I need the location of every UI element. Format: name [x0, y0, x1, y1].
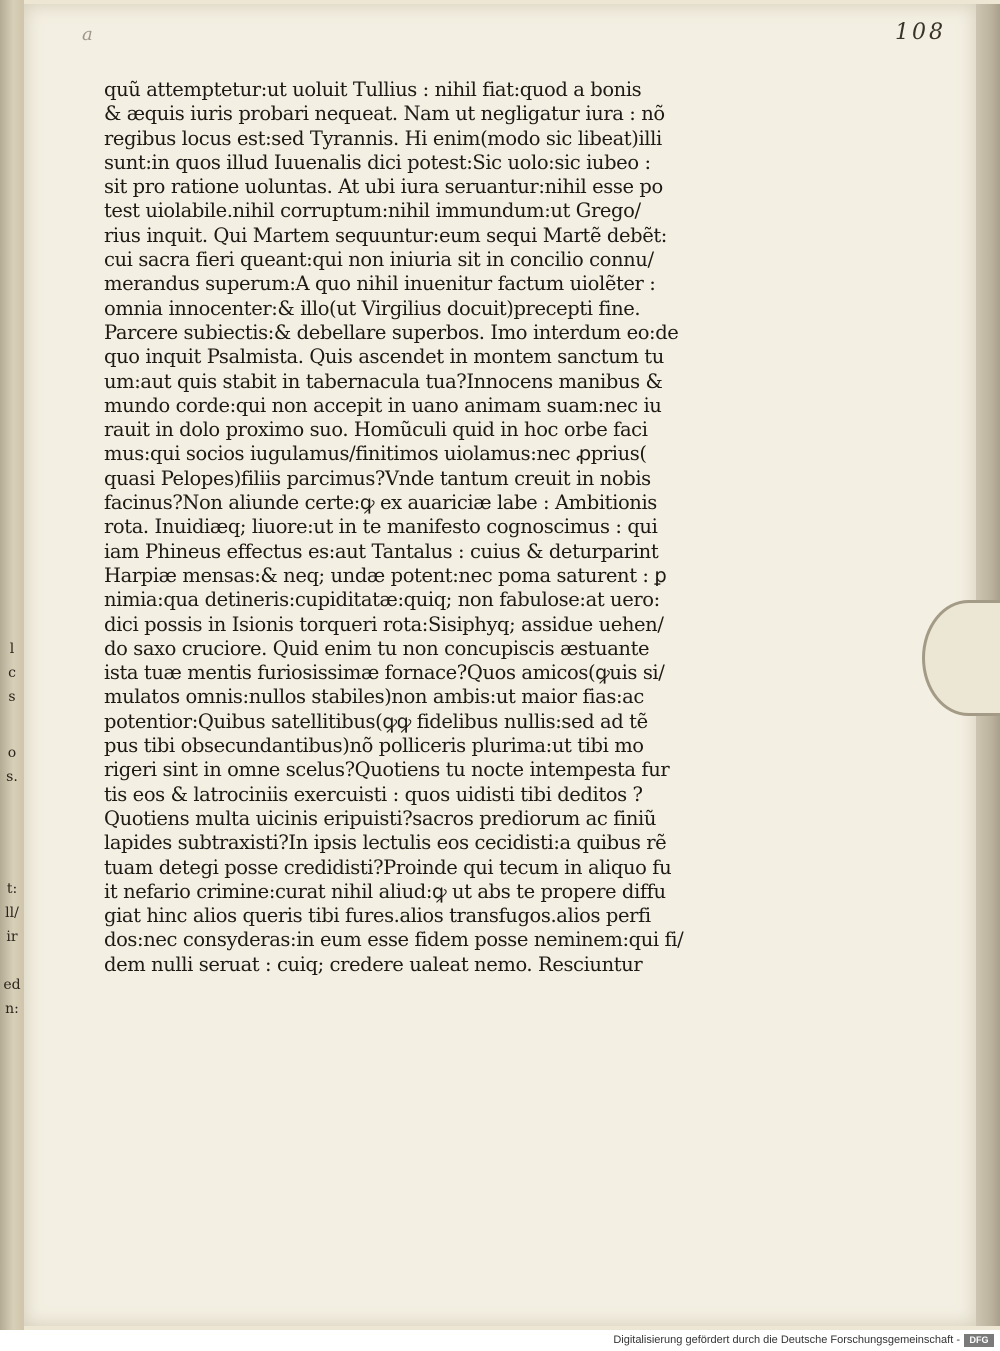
margin-glyph: n: [5, 1001, 19, 1017]
text-line: tuam detegi posse credidisti?Proinde qui tecum in aliquo fu [104, 855, 672, 879]
folio-number: 108 [895, 20, 946, 45]
dfg-logo: DFG [964, 1334, 994, 1347]
text-line: mulatos omnis:nullos stabiles)non ambis:ut maior fias:ac [104, 685, 644, 709]
text-line: mus:qui socios iugulamus/finitimos uiolamus:nec ꝓprius( [104, 442, 647, 466]
text-line: Parcere subiectis:& debellare superbos. Imo interdum eo:de [104, 320, 679, 344]
text-line: test uiolabile.nihil corruptum:nihil immundum:ut Grego/ [104, 199, 641, 223]
text-line: quo inquit Psalmista. Quis ascendet in montem sanctum tu [104, 345, 664, 369]
text-line: regibus locus est:sed Tyrannis. Hi enim(modo sic libeat)illi [104, 126, 662, 150]
text-line: quũ attemptetur:ut uoluit Tullius : nihil fiat:quod a bonis [104, 78, 642, 101]
text-line: giat hinc alios queris tibi fures.alios transfugos.alios perfi [104, 904, 651, 928]
text-line: facinus?Non aliunde certe:ꝙ ex auariciæ labe : Ambitionis [104, 491, 657, 515]
text-line: nimia:qua detineris:cupiditatæ:quiq; non fabulose:at uero: [104, 588, 660, 612]
text-line: mundo corde:qui non accepit in uano animam suam:nec iu [104, 393, 662, 417]
text-line: iam Phineus effectus es:aut Tantalus : cuius & deturparint [104, 539, 659, 563]
text-line: rigeri sint in omne scelus?Quotiens tu nocte intempesta fur [104, 758, 670, 782]
corner-mark: a [82, 24, 93, 45]
text-line: & æquis iuris probari nequeat. Nam ut negligatur iura : nõ [104, 102, 665, 126]
text-line: ista tuæ mentis furiosissimæ fornace?Quos amicos(ꝙuis si/ [104, 661, 665, 685]
text-line: dem nulli seruat : cuiq; credere ualeat nemo. Resciuntur [104, 952, 643, 976]
text-line: Quotiens multa uicinis eripuisti?sacros prediorum ac finiũ [104, 806, 657, 830]
margin-glyph: s [8, 689, 16, 705]
text-line: rota. Inuidiæq; liuore:ut in te manifesto cognoscimus : qui [104, 515, 658, 539]
margin-glyph: ir [6, 929, 18, 945]
text-line: quasi Pelopes)filiis parcimus?Vnde tantum creuit in nobis [104, 466, 651, 490]
margin-glyph: s. [6, 769, 18, 785]
text-line: cui sacra fieri queant:qui non iniuria sit in concilio connu/ [104, 248, 654, 272]
text-line: it nefario crimine:curat nihil aliud:ꝙ ut abs te propere diffu [104, 879, 666, 903]
margin-glyph: c [8, 665, 16, 681]
text-line: potentior:Quibus satellitibus(ꝙꝙ fidelibus nullis:sed ad tẽ [104, 709, 648, 733]
text-block [104, 78, 754, 977]
text-line: omnia innocenter:& illo(ut Virgilius docuit)precepti fine. [104, 296, 641, 320]
margin-glyph: ed [3, 977, 21, 993]
text-line: dos:nec consyderas:in eum esse fidem posse neminem:qui fi/ [104, 928, 684, 952]
margin-glyph: ll/ [5, 905, 19, 921]
text-line: sunt:in quos illud Iuuenalis dici potest:Sic uolo:sic iubeo : [104, 150, 651, 174]
text-line: do saxo cruciore. Quid enim tu non concupiscis æstuante [104, 636, 650, 660]
footer-bar [0, 1330, 1000, 1351]
text-line: Harpiæ mensas:& neq; undæ potent:nec poma saturent : ꝑ [104, 563, 667, 587]
text-line: merandus superum:A quo nihil inuenitur factum uiolẽter : [104, 272, 656, 296]
margin-glyph: t: [6, 881, 18, 897]
text-line: lapides subtraxisti?In ipsis lectulis eos cecidisti:a quibus rẽ [104, 831, 667, 855]
text-line: rius inquit. Qui Martem sequuntur:eum sequi Martẽ debẽt: [104, 223, 667, 247]
text-line: um:aut quis stabit in tabernacula tua?Innocens manibus & [104, 369, 663, 393]
margin-glyph: l [9, 641, 15, 657]
text-line: rauit in dolo proximo suo. Homũculi quid in hoc orbe faci [104, 418, 648, 442]
footer-credit: Digitalisierung gefördert durch die Deutsche Forschungsgemeinschaft - [613, 1334, 960, 1346]
text-line: pus tibi obsecundantibus)nõ polliceris plurima:ut tibi mo [104, 734, 644, 758]
margin-glyph: o [7, 745, 17, 761]
text-line: sit pro ratione uoluntas. At ubi iura seruantur:nihil esse po [104, 175, 663, 199]
text-line: tis eos & latrociniis exercuisti : quos uidisti tibi deditos ? [104, 782, 643, 806]
text-line: dici possis in Isionis torqueri rota:Sisiphyq; assidue uehen/ [104, 612, 664, 636]
